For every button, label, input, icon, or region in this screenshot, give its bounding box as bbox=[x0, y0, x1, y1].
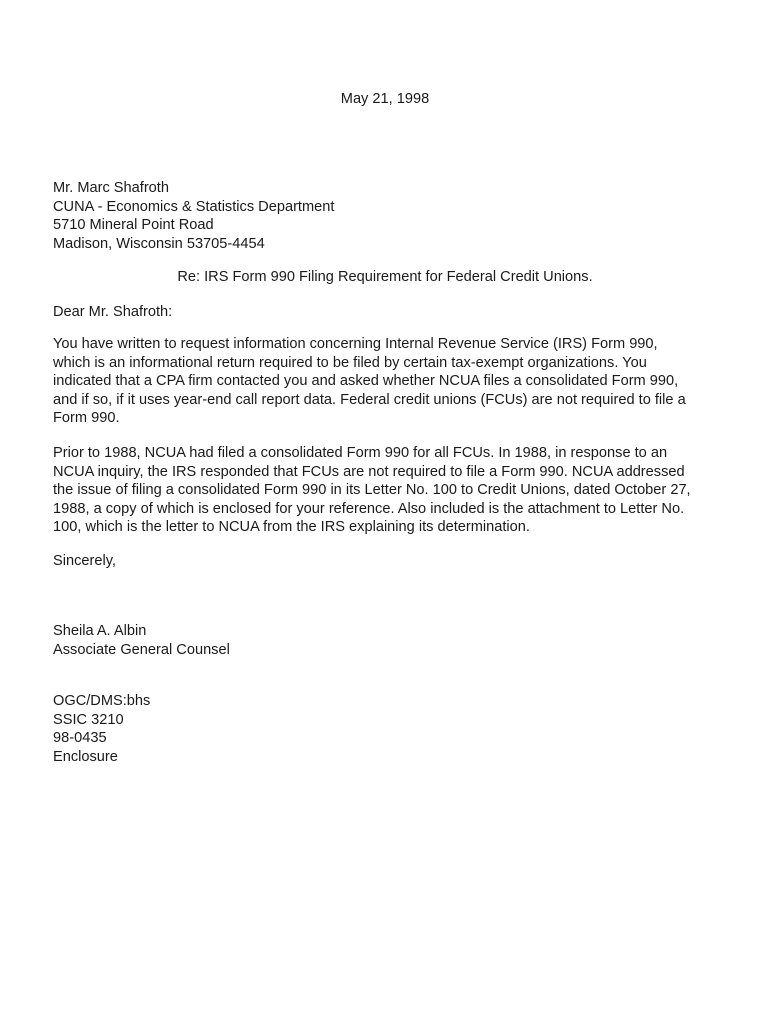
recipient-organization: CUNA - Economics & Statistics Department bbox=[53, 198, 335, 215]
signature-block bbox=[53, 622, 718, 659]
recipient-name: Mr. Marc Shafroth bbox=[53, 180, 169, 196]
salutation: Dear Mr. Shafroth: bbox=[53, 304, 173, 320]
paragraph-line: NCUA inquiry, the IRS responded that FCUs are not required to file a Form 990. NCUA addressed bbox=[53, 463, 685, 480]
paragraph-line: and if so, if it uses year-end call report data. Federal credit unions (FCUs) are not required to file a bbox=[53, 391, 686, 408]
paragraph-line: 1988, a copy of which is enclosed for your reference. Also included is the attachment to Letter No. bbox=[53, 500, 685, 517]
paragraph-line: Prior to 1988, NCUA had filed a consolidated Form 990 for all FCUs. In 1988, in response to an bbox=[53, 445, 668, 461]
subject-line: Re: IRS Form 990 Filing Requirement for Federal Credit Unions. bbox=[177, 269, 593, 285]
reference-line: Enclosure bbox=[53, 748, 118, 765]
paragraph-line: 100, which is the letter to NCUA from the IRS explaining its determination. bbox=[53, 519, 530, 535]
body-paragraph-1 bbox=[53, 335, 718, 428]
reference-codes bbox=[53, 692, 718, 766]
signer-name: Sheila A. Albin bbox=[53, 623, 147, 639]
paragraph-line: which is an informational return required to be filed by certain tax-exempt organizations. You bbox=[53, 354, 647, 371]
reference-line: SSIC 3210 bbox=[53, 711, 124, 728]
paragraph-line: Form 990. bbox=[53, 410, 120, 426]
recipient-city: Madison, Wisconsin 53705-4454 bbox=[53, 235, 265, 252]
paragraph-line: indicated that a CPA firm contacted you and asked whether NCUA files a consolidated Form 990, bbox=[53, 373, 679, 389]
reference-line: OGC/DMS:bhs bbox=[53, 693, 151, 709]
letter-date: May 21, 1998 bbox=[340, 91, 430, 107]
body-paragraph-2 bbox=[53, 444, 718, 537]
recipient-street: 5710 Mineral Point Road bbox=[53, 217, 214, 233]
paragraph-line: the issue of filing a consolidated Form 990 in its Letter No. 100 to Credit Unions, dated October 27, bbox=[53, 482, 691, 498]
closing: Sincerely, bbox=[53, 553, 116, 569]
signer-title: Associate General Counsel bbox=[53, 641, 230, 658]
reference-line: 98-0435 bbox=[53, 730, 107, 746]
paragraph-line: You have written to request information concerning Internal Revenue Service (IRS) Form 990, bbox=[53, 336, 658, 352]
recipient-address bbox=[53, 179, 718, 253]
